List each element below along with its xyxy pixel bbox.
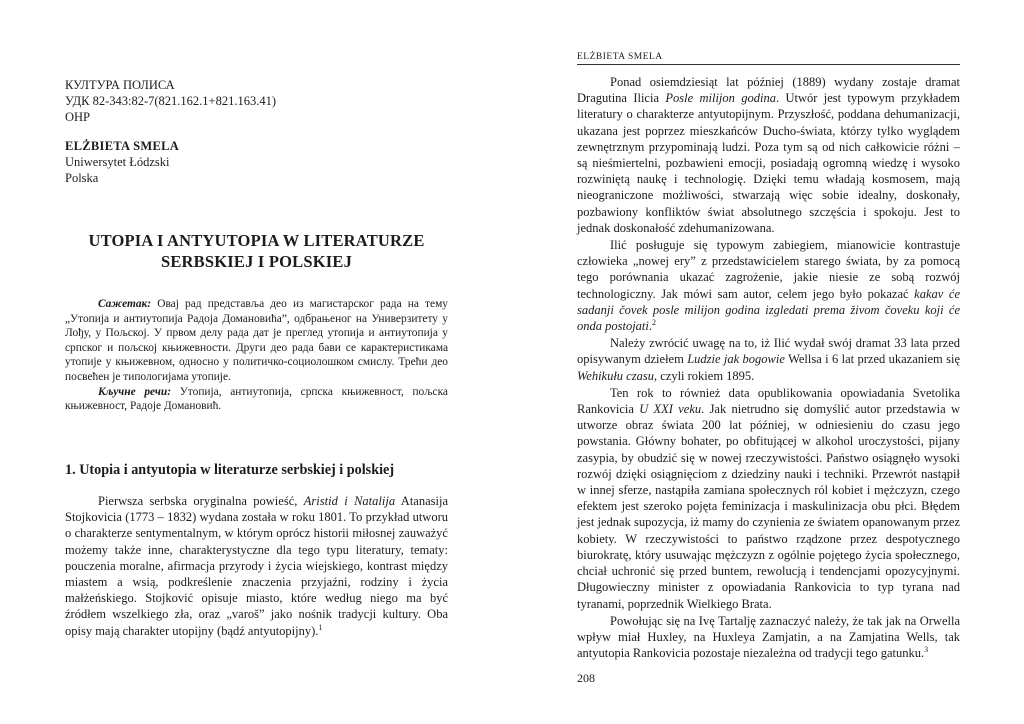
abstract: [65, 297, 448, 414]
italic-title: Wehikułu czasu: [577, 368, 654, 383]
right-page: [512, 0, 1024, 724]
title-line-1: UTOPIA I ANTYUTOPIA W LITERATURZE: [88, 231, 425, 250]
body-paragraph: [65, 493, 448, 639]
text-run: , czyli rokiem 1895.: [653, 368, 755, 383]
text-run: Powołując się na Ivę Tartalję zaznaczyć należy, że tak jak na Orwella wpływ miał Huxley, na Huxleya Zamjatin, a na Zamjatina Wells, tak antyutopia Rankovicia pozostaje niezależna od tradycji tego gatunku.: [577, 613, 960, 661]
italic-title: U XXI veku: [639, 402, 702, 417]
text-run: Ponad osiemdziesiąt lat później (1889) wydany zostaje dramat Dragutina Ilicia: [577, 75, 960, 106]
abstract-label: Сажетак:: [98, 298, 152, 310]
article-title: [65, 230, 448, 272]
text-run: Wellsa i 6 lat przed ukazaniem się: [784, 352, 961, 367]
italic-title: Ludzie jak bogowie: [687, 352, 785, 367]
article-type: ОНР: [65, 110, 91, 124]
body-paragraph: [577, 613, 960, 662]
title-line-2: SERBSKIEJ I POLSKIEJ: [160, 252, 353, 271]
body-paragraph: [577, 335, 960, 384]
footnote-marker: 2: [652, 317, 657, 327]
keywords-text: Утопија, антиутопија, српска књижевност, пољска књижевност, Радоје Домановић.: [65, 385, 448, 413]
abstract-text: Овај рад представља део из магистарског рада на тему „Утопија и антиутопија Радоја Домановића”, одбрањеног на Универзитету у Лођу, у Пољској. У првом делу рада дат је преглед утопија и антиутопија у српског и пољској књижевности. Други део рада бави се карактеристикама утопије у књижевном, односно у политичко-социолошком смислу. Трећи део посвећен је типологијама утопије.: [65, 298, 448, 383]
text-run: . Utwór jest typowym przykładem literatury o charakterze antyutopijnym. Przyszłość, poddana dehumanizacji, ukazana jest poprzez mieszkańców Ducho-świata, którzy tylko wyglądem zewnętrznym przypominają ludzi. Poza tym są od nich całkowicie różni – są nieśmiertelni, pozbawieni emocji, posiadają ogromną wiedzę i wysoko rozwiniętą naukę i technologię. Dzięki temu władają kosmosem, mają nieograniczone możliwości, stwarzają więc sobie idealny, doskonały, pozbawiony konfliktów świat absolutnego szczęścia i spokoju. Jest to jednak doskonałość zdehumanizowana.: [577, 91, 960, 235]
text-run: . Jak nietrudno się domyślić autor przedstawia w utworze obraz świata 200 lat później, w odniesieniu do czasu jego powstania. Główny bohater, po obfitującej w alkohol uroczystości, pijany zasypia, by obudzić się w nowej rzeczywistości. Państwo osiągnęło wysoki rozwój dzięki osiągnięciom z dziedziny nauki i techniki. Przewrót nastąpił w innej sferze, nastąpiła zamiana społecznych ról kobiet i mężczyzn, czego efektem jest szeroko pojęta feminizacja i maskulinizacja obu płci. Błędem jest jednak supozycja, iż mamy do czynienia ze światem opanowanym przez kobiety. W rzeczywistości to państwo rządzone przez despotycznego biurokratę, który usuwając mężczyzn z ogólnie pojętego życia społecznego, chciał uchronić się przed buntem, rewolucją i tendencjami opozycyjnymi. Długowieczny minister z opowiadania Rankovicia to typ tyrana nad tyranami, poprzednik Wielkiego Brata.: [577, 402, 960, 611]
author-affiliation: Uniwersytet Łódzski: [65, 155, 170, 169]
page-number: 208: [577, 671, 595, 685]
udk-code: УДК 82-343:82-7(821.162.1+821.163.41): [65, 94, 276, 108]
body-paragraph: [577, 74, 960, 236]
author-country: Polska: [65, 171, 99, 185]
body-paragraph: [577, 237, 960, 334]
italic-title: Posle milijon godina: [665, 91, 776, 106]
italic-quote: kakav će sadanji čovek posle milijon godina izgledati prema živom čoveku koji će onda postojati: [577, 286, 960, 334]
text-run: Atanasija Stojkovicia (1773 – 1832) wydana została w roku 1801. To przykład utworu o charakterze sentymentalnym, w którym oprócz historii miłosnej zauważyć możemy także inne, charakterystyczne dla tego typu literatury, tematy: pouczenia moralne, afirmacja przyrody i życia wiejskiego, kontrast między miastem a wsią, podkreślenie znaczenia przyjaźni, rodziny i życia małżeńskiego. Stojković opisuje miasto, które według niego ma być źródłem wszelkiego zła, oraz „varoš” jako nośnik tradycji kultury. Oba opisy mają charakter utopijny (bądź antyutopijny).: [65, 494, 448, 638]
left-body-text: [65, 493, 448, 639]
italic-title: Aristid i Natalija: [303, 494, 396, 508]
right-body-text: [577, 74, 960, 661]
journal-name: КУЛТУРА ПОЛИСА: [65, 78, 175, 92]
author-block: [65, 138, 179, 186]
abstract-paragraph: [65, 297, 448, 385]
text-run: Ten rok to również data opublikowania opowiadania Svetolika Rankovicia: [577, 385, 960, 417]
footnote-marker: 3: [924, 644, 929, 654]
body-paragraph: [577, 385, 960, 612]
author-name: ELŻBIETA SMELA: [65, 139, 180, 153]
text-run: Należy zwrócić uwagę na to, iż Ilić wydał swój dramat 33 lata przed opisywanym dziełem: [577, 336, 960, 367]
footnote-marker: 1: [318, 622, 323, 632]
text-run: Ilić posługuje się typowym zabiegiem, mianowicie kontrastuje człowieka „nowej ery” z przedstawicielem starego świata, by za pomocą tego porównania ukazać zagrożenie, jakie niesie ze sobą rozwój technologiczny. Jak mówi sam autor, celem jego było pokazać: [577, 238, 960, 301]
running-head: ELŻBIETA SMELA: [577, 52, 960, 65]
keywords-paragraph: [65, 385, 448, 414]
section-heading: 1. Utopia i antyutopia w literaturze serbskiej i polskiej: [65, 462, 395, 478]
publication-meta: [65, 77, 276, 125]
text-run: Pierwsza serbska oryginalna powieść,: [98, 494, 304, 508]
text-run: .: [648, 319, 653, 334]
keywords-label: Кључне речи:: [98, 385, 172, 398]
